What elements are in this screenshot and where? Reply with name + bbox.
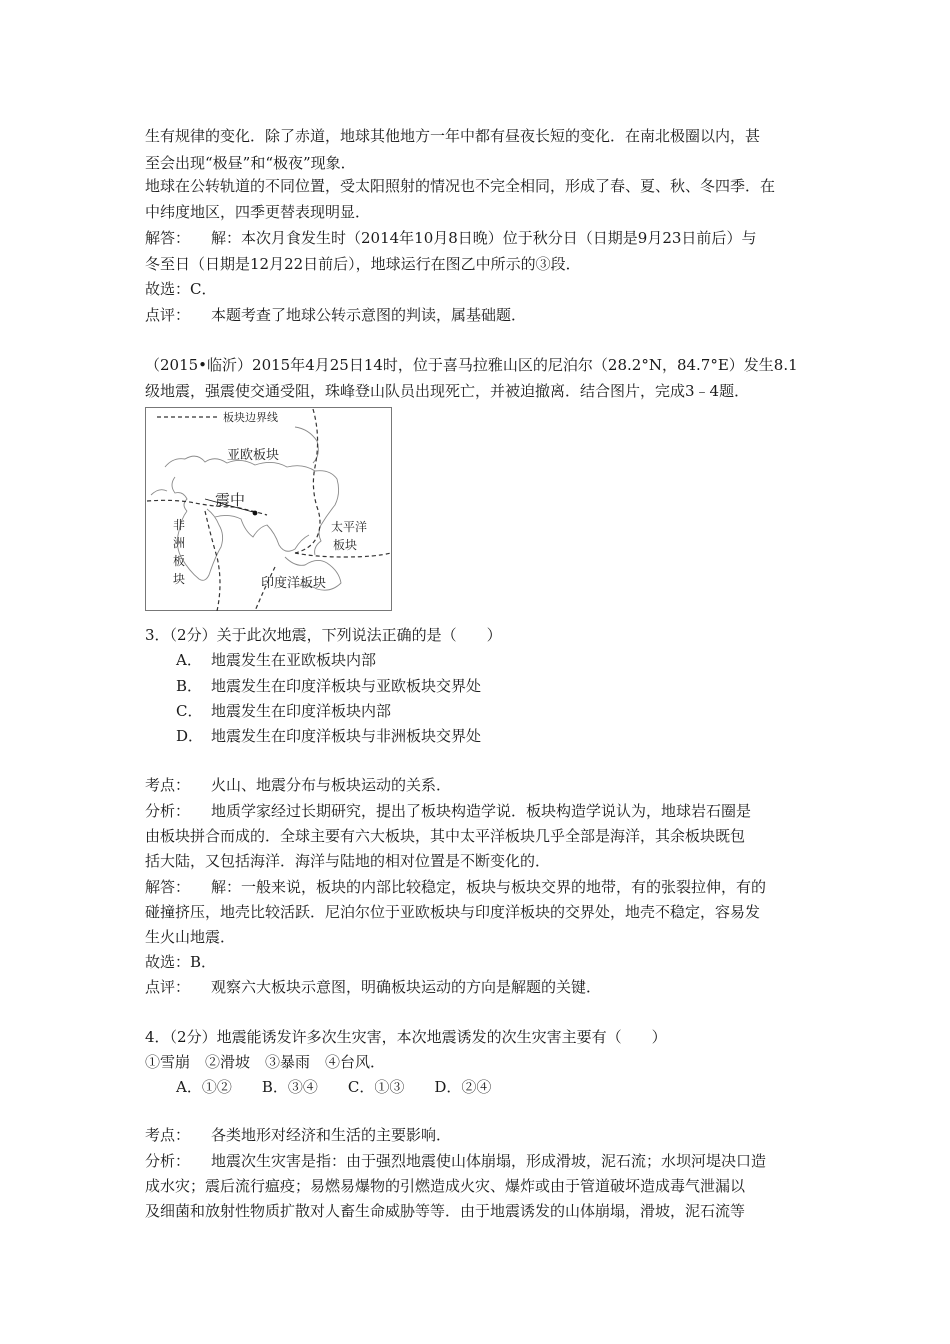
point-label: 考点：	[145, 1126, 191, 1144]
q3-answer-line-3: 生火山地震．	[145, 928, 236, 946]
comment-label: 点评：	[145, 306, 191, 324]
q3-option-b: B． 地震发生在印度洋板块与亚欧板块交界处	[176, 677, 482, 695]
comment-label: 点评：	[145, 978, 191, 996]
passage-line-1: （2015•临沂）2015年4月25日14时，位于喜马拉雅山区的尼泊尔（28.2°N，84.7°E）发生8.1	[145, 356, 798, 374]
eurasia-label: 亚欧板块	[227, 448, 280, 463]
q3-option-a: A． 地震发生在亚欧板块内部	[176, 651, 377, 669]
analysis-label: 分析：	[145, 802, 191, 820]
q4-analysis-line-3: 及细菌和放射性物质扩散对人畜生命威胁等等．由于地震诱发的山体崩塌，滑坡，泥石流等	[145, 1202, 746, 1220]
q2-choice: 故选：C．	[145, 280, 217, 298]
q3-answer-line-1: 解答： 解：一般来说，板块的内部比较稳定，板块与板块交界的地带，有的张裂拉伸，有的	[145, 878, 767, 896]
passage-line-2: 级地震，强震使交通受阻，珠峰登山队员出现死亡，并被迫撤离．结合图片，完成3﹣4题．	[145, 382, 750, 400]
q3-comment: 点评： 观察六大板块示意图，明确板块运动的方向是解题的关键．	[145, 978, 602, 996]
q4-items: ①雪崩 ②滑坡 ③暴雨 ④台风．	[145, 1053, 386, 1071]
africa-label-4: 块	[173, 572, 186, 586]
q4-options	[176, 1076, 521, 1098]
q2-answer-line-2: 冬至日（日期是12月22日前后），地球运行在图乙中所示的③段．	[145, 255, 581, 273]
answer-label: 解答：	[145, 878, 191, 896]
q3-choice: 故选：B．	[145, 953, 217, 971]
pacific-label-2: 板块	[333, 538, 358, 552]
legend-label: 板块边界线	[223, 411, 278, 424]
q3-analysis-line-3: 括大陆，又包括海洋．海洋与陆地的相对位置是不断变化的．	[145, 852, 551, 870]
q3-analysis-line-2: 由板块拼合而成的．全球主要有六大板块，其中太平洋板块几乎全部是海洋，其余板块既包	[145, 827, 746, 845]
africa-label-1: 非	[173, 518, 186, 532]
intro-line-4: 中纬度地区，四季更替表现明显．	[145, 203, 371, 221]
epicenter-marker	[253, 511, 258, 516]
q4-stem: 4．（2分）地震能诱发许多次生灾害，本次地震诱发的次生灾害主要有（ ）	[145, 1028, 667, 1046]
q3-option-d: D． 地震发生在印度洋板块与非洲板块交界处	[176, 727, 482, 745]
q4-analysis-line-1: 分析： 地震次生灾害是指：由于强烈地震使山体崩塌，形成滑坡，泥石流；水坝河堤决口造	[145, 1152, 767, 1170]
africa-label-2: 洲	[173, 536, 186, 550]
q3-option-c: C． 地震发生在印度洋板块内部	[176, 702, 392, 720]
point-label: 考点：	[145, 776, 191, 794]
q4-point: 考点： 各类地形对经济和生活的主要影响．	[145, 1126, 452, 1144]
intro-line-1: 生有规律的变化．除了赤道，地球其他地方一年中都有昼夜长短的变化．在南北极圈以内，甚	[145, 127, 761, 145]
indian-label: 印度洋板块	[261, 576, 327, 591]
q2-comment: 点评： 本题考查了地球公转示意图的判读，属基础题．	[145, 306, 527, 324]
plate-map	[145, 407, 392, 611]
q2-answer-line-1: 解答： 解：本次月食发生时（2014年10月8日晚）位于秋分日（日期是9月23日前后）与	[145, 229, 757, 247]
q4-option-d: D．②④	[434, 1078, 492, 1096]
q4-analysis-line-2: 成水灾；震后流行瘟疫；易燃易爆物的引燃造成火灾、爆炸或由于管道破坏造成毒气泄漏以	[145, 1177, 746, 1195]
pacific-label-1: 太平洋	[331, 520, 368, 534]
q4-option-b: B．③④	[261, 1078, 318, 1096]
analysis-label: 分析：	[145, 1152, 191, 1170]
answer-label: 解答：	[145, 229, 191, 247]
q4-option-c: C．①③	[347, 1078, 405, 1096]
epicenter-label: 震中	[215, 491, 246, 509]
q3-analysis-line-1: 分析： 地质学家经过长期研究，提出了板块构造学说．板块构造学说认为，地球岩石圈是	[145, 802, 752, 820]
q4-option-a: A．①②	[176, 1078, 232, 1096]
q3-stem: 3．（2分）关于此次地震，下列说法正确的是（ ）	[145, 626, 502, 644]
q3-answer-line-2: 碰撞挤压，地壳比较活跃．尼泊尔位于亚欧板块与印度洋板块的交界处，地壳不稳定，容易发	[145, 903, 761, 921]
intro-line-2: 至会出现“极昼”和“极夜”现象．	[145, 154, 356, 172]
q3-point: 考点： 火山、地震分布与板块运动的关系．	[145, 776, 452, 794]
intro-line-3: 地球在公转轨道的不同位置，受太阳照射的情况也不完全相同，形成了春、夏、秋、冬四季．在	[145, 177, 776, 195]
africa-label-3: 板	[173, 554, 186, 568]
